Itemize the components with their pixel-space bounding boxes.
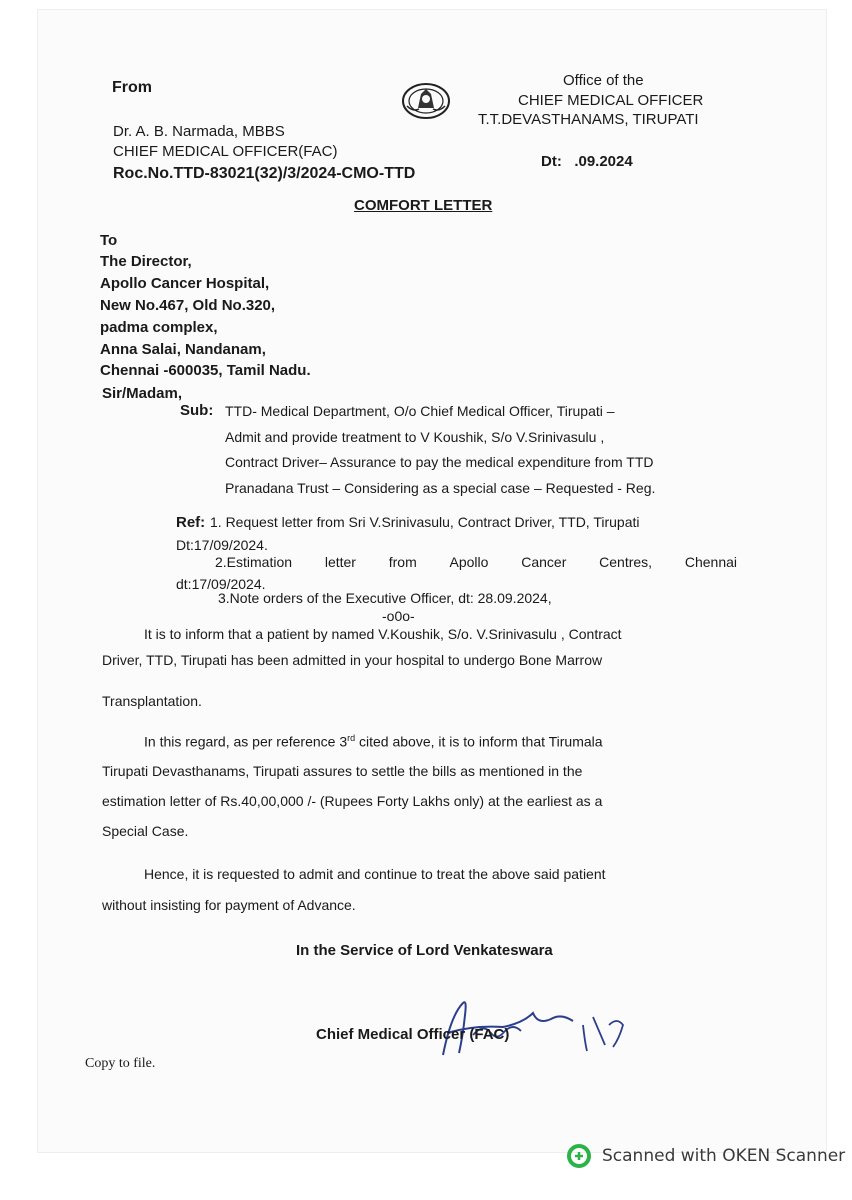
closing-line: In the Service of Lord Venkateswara <box>296 942 553 959</box>
sender-name: Dr. A. B. Narmada, MBBS <box>113 123 285 140</box>
subject-label: Sub: <box>180 402 214 419</box>
recipient-line: Anna Salai, Nandanam, <box>100 341 266 358</box>
letter-date: Dt: .09.2024 <box>541 153 633 170</box>
body-line: Tirupati Devasthanams, Tirupati assures to settle the bills as mentioned in the <box>102 763 583 779</box>
recipient-line: Chennai -600035, Tamil Nadu. <box>100 362 311 379</box>
recipient-line: New No.467, Old No.320, <box>100 297 276 314</box>
ref-2-word: 2.Estimation <box>215 554 293 570</box>
ref-2-word: letter <box>324 554 356 570</box>
subject-line: TTD- Medical Department, O/o Chief Medical Officer, Tirupati – <box>225 403 615 419</box>
salutation: Sir/Madam, <box>102 385 183 402</box>
body-line: Hence, it is requested to admit and continue to treat the above said patient <box>144 866 606 882</box>
ref-1: 1. Request letter from Sri V.Srinivasulu, Contract Driver, TTD, Tirupati <box>210 514 640 530</box>
oken-scanner-logo-icon <box>566 1143 592 1169</box>
body-line: Transplantation. <box>102 693 202 709</box>
letter-title: COMFORT LETTER <box>354 197 493 214</box>
ref-2-word: Chennai <box>684 554 737 570</box>
recipient-line: The Director, <box>100 253 192 270</box>
sender-designation: CHIEF MEDICAL OFFICER(FAC) <box>113 143 338 160</box>
office-line-3: T.T.DEVASTHANAMS, TIRUPATI <box>478 111 699 128</box>
recipient-line: padma complex, <box>100 319 218 336</box>
subject-line: Pranadana Trust – Considering as a special case – Requested - Reg. <box>225 480 656 496</box>
letter-page <box>38 10 826 1152</box>
body-line: estimation letter of Rs.40,00,000 /- (Rupees Forty Lakhs only) at the earliest as a <box>102 793 603 809</box>
body-line: It is to inform that a patient by named V.Koushik, S/o. V.Srinivasulu , Contract <box>144 626 622 642</box>
ref-2-word: from <box>388 554 417 570</box>
ttd-emblem-icon <box>401 82 451 120</box>
body-line: Driver, TTD, Tirupati has been admitted in your hospital to undergo Bone Marrow <box>102 652 603 668</box>
subject-line: Admit and provide treatment to V Koushik, S/o V.Srinivasulu , <box>225 429 605 445</box>
roc-number: Roc.No.TTD-83021(32)/3/2024-CMO-TTD <box>113 165 416 182</box>
signatory-title: Chief Medical Officer (FAC) <box>316 1026 510 1043</box>
section-separator: -o0o- <box>382 608 415 624</box>
body-line: Special Case. <box>102 823 189 839</box>
scanner-watermark <box>566 1143 845 1169</box>
ref-2-word: Centres, <box>599 554 653 570</box>
office-line-2: CHIEF MEDICAL OFFICER <box>518 92 704 109</box>
ref-label: Ref: <box>176 514 206 531</box>
scanner-text: Scanned with OKEN Scanner <box>602 1146 846 1166</box>
body-line <box>144 733 603 750</box>
ref-2-date: dt:17/09/2024. <box>176 576 266 592</box>
office-line-1: Office of the <box>563 72 644 89</box>
body-line: without insisting for payment of Advance. <box>102 897 356 913</box>
ref-2-word: Apollo <box>449 554 489 570</box>
subject-line: Contract Driver– Assurance to pay the medical expenditure from TTD <box>225 454 654 470</box>
ref-2 <box>215 554 737 570</box>
body-text: cited above, it is to inform that Tirumala <box>355 733 603 750</box>
ref-1-date: Dt:17/09/2024. <box>176 537 268 553</box>
ref-2-word: Cancer <box>521 554 567 570</box>
superscript: rd <box>347 733 356 743</box>
copy-note: Copy to file. <box>85 1056 156 1071</box>
from-label: From <box>112 79 152 96</box>
to-label: To <box>100 232 118 249</box>
recipient-line: Apollo Cancer Hospital, <box>100 275 270 292</box>
body-text: In this regard, as per reference 3 <box>144 733 348 750</box>
ref-3: 3.Note orders of the Executive Officer, dt: 28.09.2024, <box>218 590 552 606</box>
